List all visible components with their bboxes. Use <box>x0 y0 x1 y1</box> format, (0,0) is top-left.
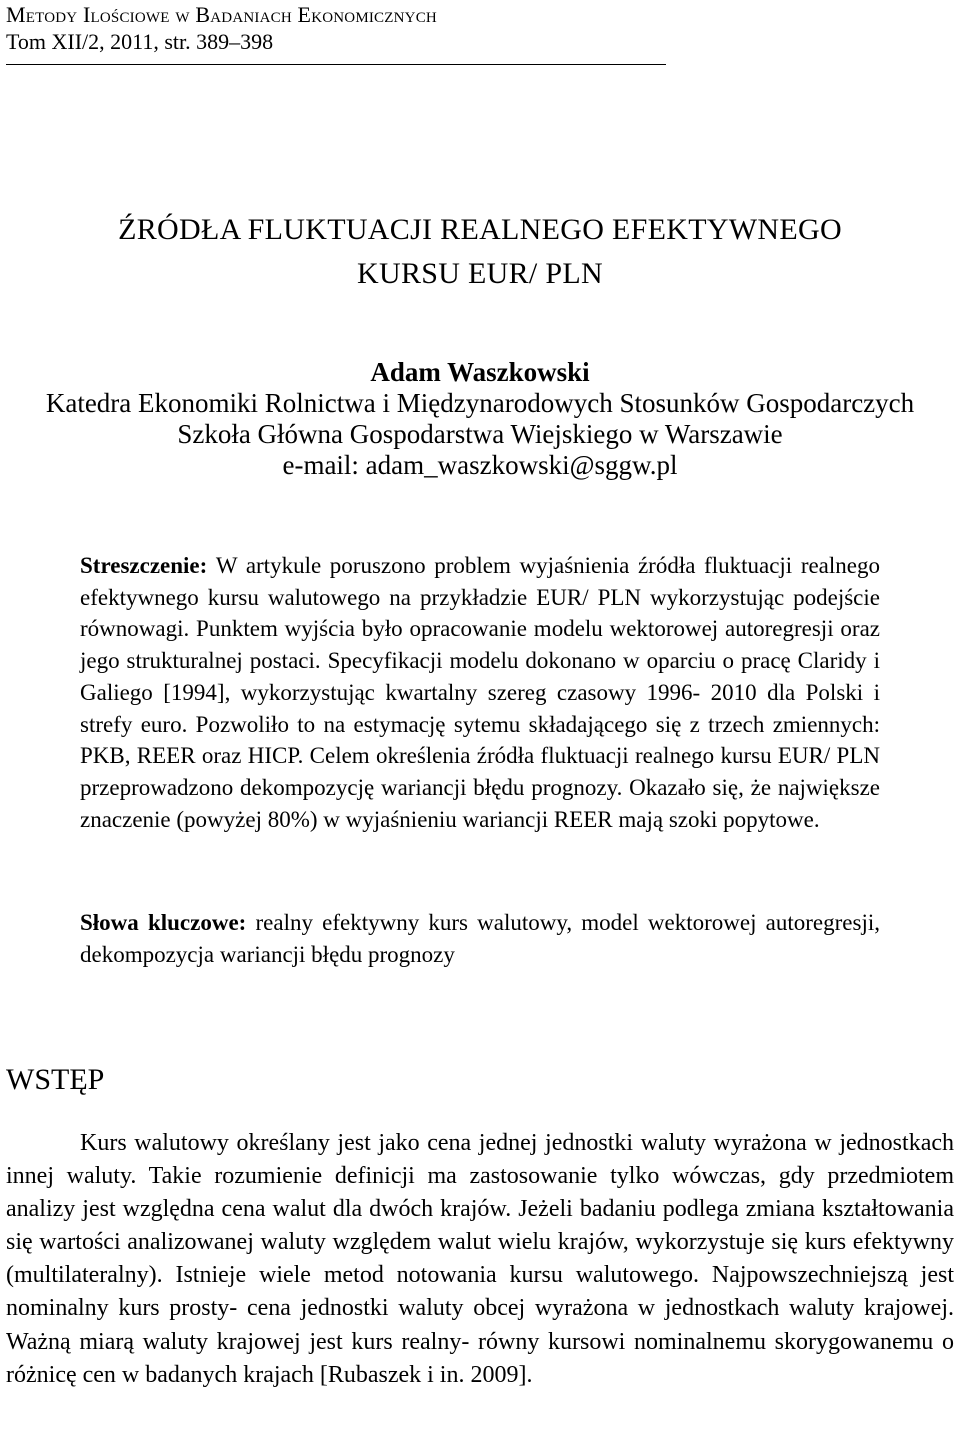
header-rule <box>6 64 666 65</box>
intro-paragraph: Kurs walutowy określany jest jako cena jednej jednostki waluty wyrażona w jednostkach innej waluty. Takie rozumienie definicji ma zastosowanie tylko wówczas, gdy przedmiotem analizy jest względna cena walut dla dwóch krajów. Jeżeli badaniu podlega zmiana kształtowania się wartości analizowanej waluty względem walut wielu krajów, wykorzystuje się kurs efektywny (multilateralny). Istnieje wiele metod notowania kursu walutowego. Najpowszechniejszą jest nominalny kurs prosty- cena jednostki waluty obcej wyrażona w jednostkach waluty krajowej. Ważną miarą waluty krajowej jest kurs realny- równy kursowi nominalnemu skorygowanemu o różnicę cen w badanych krajach [Rubaszek i in. 2009]. <box>6 1130 954 1388</box>
journal-header <box>6 2 666 56</box>
author-name: Adam Waszkowski <box>370 357 590 387</box>
journal-volume: Tom XII/2, 2011, str. 389–398 <box>6 29 274 54</box>
paper-title-line-1: ŹRÓDŁA FLUKTUACJI REALNEGO EFEKTYWNEGO <box>118 213 842 246</box>
keywords-label: Słowa kluczowe: <box>80 910 256 935</box>
author-department: Katedra Ekonomiki Rolnictwa i Międzynarodowych Stosunków Gospodarczych <box>45 388 915 418</box>
section-heading-intro: WSTĘP <box>6 1063 105 1096</box>
paper-title <box>0 208 960 296</box>
keywords-text: realny efektywny kurs walutowy, model wektorowej autoregresji, dekompozycja wariancji błędu prognozy <box>80 910 880 967</box>
keywords <box>80 907 880 971</box>
abstract <box>80 550 880 835</box>
author-institution: Szkoła Główna Gospodarstwa Wiejskiego w Warszawie <box>177 419 783 449</box>
author-email: e-mail: adam_waszkowski@sggw.pl <box>282 450 678 480</box>
paper-title-line-2: KURSU EUR/ PLN <box>357 257 603 290</box>
abstract-text: W artykule poruszono problem wyjaśnienia źródła fluktuacji realnego efektywnego kursu walutowego na przykładzie EUR/ PLN wykorzystując podejście równowagi. Punktem wyjścia było opracowanie modelu wektorowej autoregresji oraz jego strukturalnej postaci. Specyfikacji modelu dokonano w oparciu o pracę Claridy i Galiego [1994], wykorzystując kwartalny szereg czasowy 1996- 2010 dla Polski i strefy euro. Pozwoliło to na estymację sytemu składającego się z trzech zmiennych: PKB, REER oraz HICP. Celem określenia źródła fluktuacji realnego kursu EUR/ PLN przeprowadzono dekompozycję wariancji błędu prognozy. Okazało się, że największe znaczenie (powyżej 80%) w wyjaśnieniu wariancji REER mają szoki popytowe. <box>80 553 880 832</box>
abstract-label: Streszczenie: <box>80 553 216 578</box>
journal-name: Metody Ilościowe w Badaniach Ekonomicznych <box>6 2 437 27</box>
author-block <box>0 356 960 481</box>
